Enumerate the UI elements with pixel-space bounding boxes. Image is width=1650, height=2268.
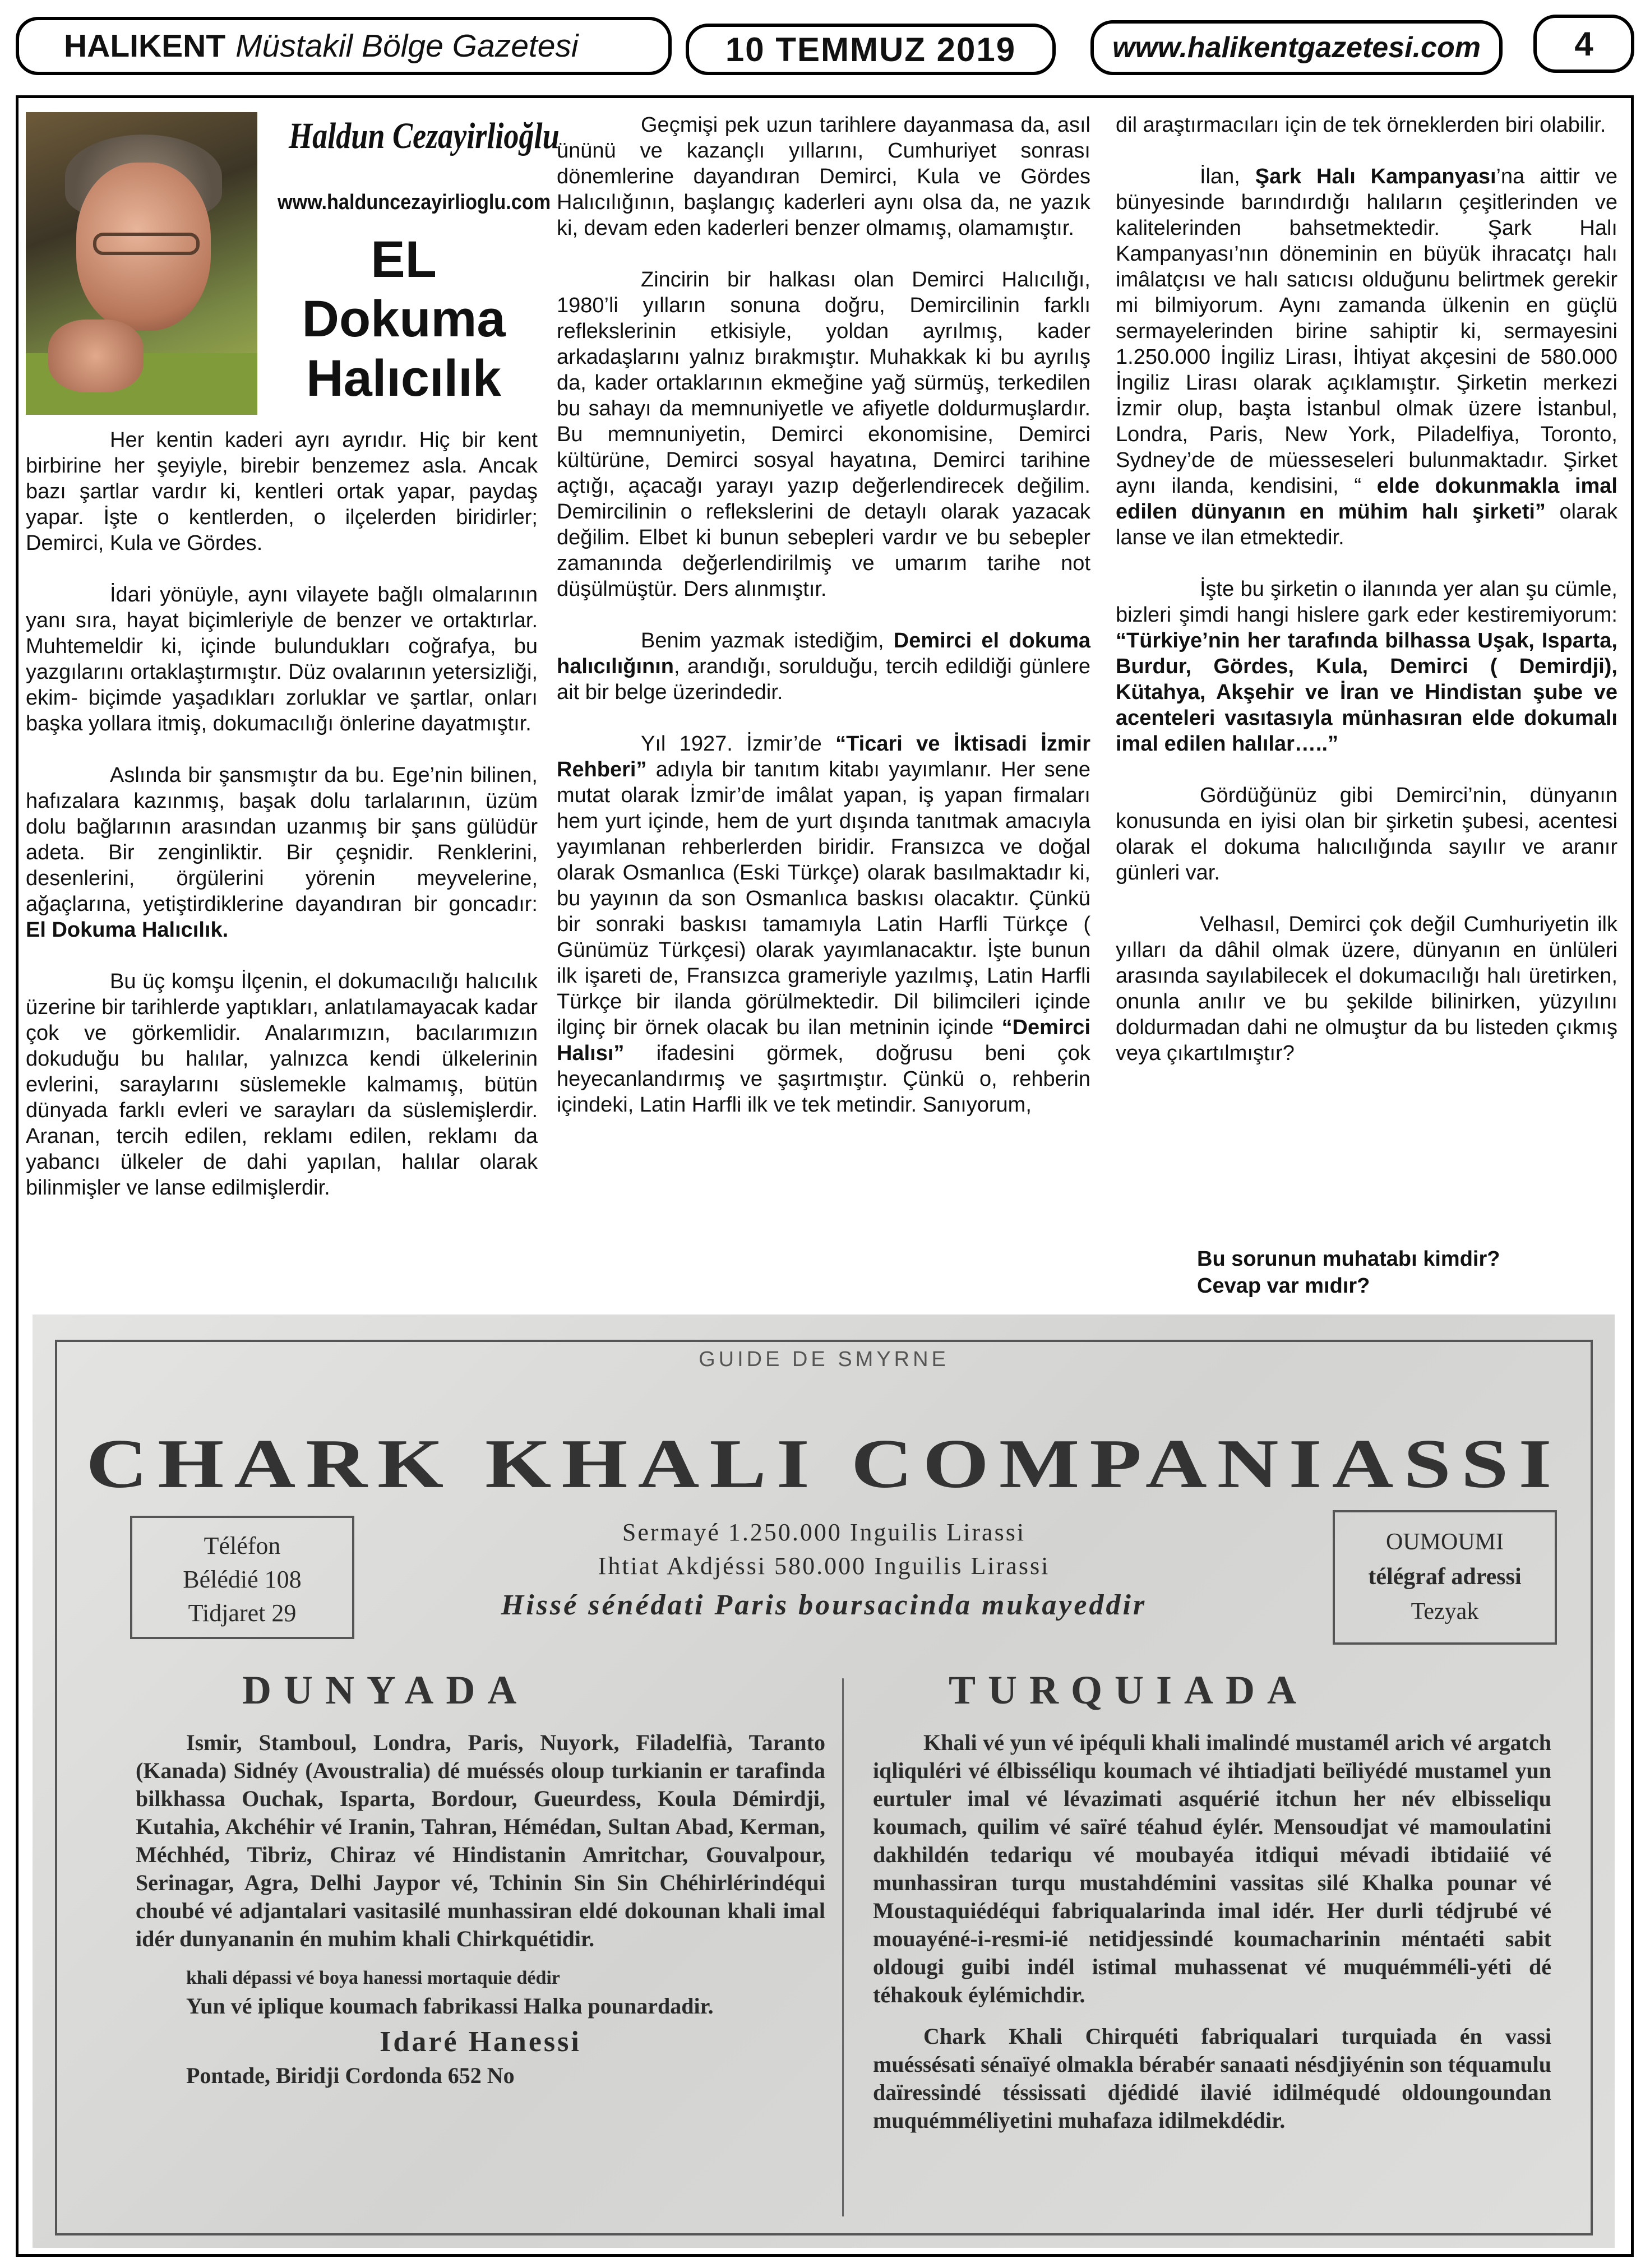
- closing-questions: [1197, 1246, 1500, 1299]
- paragraph: İşte bu şirketin o ilanında yer alan şu cümle, bizleri şimdi hangi hislere gark eder kestiremiyorum: “Türkiye’nin her tarafında bilhassa Uşak, Isparta, Burdur, Gördes, Kula, Demirci ( Demirdji), Kütahya, Akşehir ve İran ve Hindistan şube ve acenteleri vasıtasıyla münhasıran elde dokumalı imal edilen halılar…..”: [1116, 577, 1617, 756]
- paragraph: Her kentin kaderi ayrı ayrıdır. Hiç bir kent birbirine her şeyiyle, birebir benzemez asla. Ancak bazı şartlar vardır ki, kentleri ortak yapar, paydaş yapar. İşte o kentlerden, o ilçelerden biridirler; Demirci, Kula ve Gördes.: [26, 428, 538, 555]
- clipping-heading-left: DUNYADA: [242, 1668, 529, 1712]
- clipping-divider: [842, 1678, 844, 2216]
- clipping-telegraph-box: OUMOUMI télégraf adressi Tezyak: [1333, 1510, 1557, 1645]
- paragraph: Zincirin bir halkası olan Demirci Halıcılığı, 1980’li yılların sonuna doğru, Demircilinin farklı reflekslerinin etkisiyle, yoldan ayrılmış, kader arkadaşlarını yalnız bırakmıştır. Muhakkak ki bu ayrılış da, kader ortaklarının ekmeğine yağ sürmüş, terkedilen bu sahayı da memnuniyetle ve afiyetle doldurmuşlardır. Bu memnuniyetin, Demirci ekonomisine, Demirci kültürüne, Demirci sosyal hayatına, Demirci tarihine açtığı, açacağı yarayı yazıp değerlendirecek değilim. Demircilinin o reflekslerini de detaylı olarak yazacak değilim. Elbet ki bunun sebepleri vardır ve bu sebepler zamanında değerlendirilmiş ve umarım tarihe not düşülmüştür. Ders alınmıştır.: [557, 268, 1090, 601]
- paper-name: HALIKENT: [64, 28, 226, 64]
- clipping-capital: Sermayé 1.250.000 Inguilis Lirassi Ihtiat Akdjéssi 580.000 Inguilis Lirassi: [598, 1519, 1050, 1580]
- page-number: 4: [1533, 15, 1634, 73]
- closing-question: Bu sorunun muhatabı kimdir?: [1197, 1247, 1500, 1271]
- website-link[interactable]: www.halikentgazetesi.com: [1090, 20, 1503, 75]
- clipping-border: [55, 1340, 1593, 2235]
- clipping-telephone-box: Téléfon Bélédié 108 Tidjaret 29: [130, 1516, 354, 1639]
- paper-subtitle: Müstakil Bölge Gazetesi: [235, 28, 579, 64]
- title-line: Halıcılık: [306, 350, 501, 407]
- paragraph: İlan, Şark Halı Kampanyası’na aittir ve bünyesinde barındırdığı halıların çeşitlerinden ve kalitelerinden bahsetmektedir. Şark Halı Kampanyası’nın döneminin en büyük ihracatçı halı imâlatçısı ve halı satıcısı olduğunu belirtmek gerekir mi bilmiyorum. Aynı zamanda ülkenin en güçlü sermayelerinden birine sahiptir ki, sermayesini 1.250.000 İngiliz Lirası, İhtiyat akçesini de 580.000 İngiliz Lirası olarak açıklamıştır. Şirketin merkezi İzmir olup, başta İstanbul olmak üzere İstanbul, Londra, Paris, New York, Piladelfiya, Toronto, Sydney’de de müesseseleri bulunmaktadır. Şirket aynı ilanda, kendisini, “ elde dokunmakla imal edilen dünyanın en mühim halı şirketi” olarak lanse ve ilan etmektedir.: [1116, 165, 1618, 549]
- article-column-1: [26, 427, 538, 1226]
- issue-date: 10 TEMMUZ 2019: [686, 24, 1056, 75]
- paragraph: Aslında bir şansmıştır da bu. Ege’nin bilinen, hafızalara kazınmış, başak dolu tarlalarının, üzüm dolu bağlarının arasından uzanmış bir şans gülüdür adeta. Bir zenginliktir. Bir çeşnidir. Renklerini, desenlerini, örgülerini yörenin meyvelerine, ağaçlarına, yetiştirdiklerine dayandıran bir goncadır: El Dokuma Halıcılık.: [26, 763, 538, 942]
- paragraph: Yıl 1927. İzmir’de “Ticari ve İktisadi İzmir Rehberi” adıyla bir tanıtım kitabı yayımlanır. Her sene mutat olarak İzmir’de imâlat yapan, iş yapan firmaları hem yurt içinde, hem de yurt dışında tanıtmak amacıyla yayımlanan rehberlerden biridir. Fransızca ve doğal olarak Osmanlıca (Eski Türkçe) olarak basılmaktadır ki, bu yayının da son Osmanlıca baskısı olacaktır. Çünkü bir sonraki baskısı tamamıyla Latin Harfli Türkçe ( Günümüz Türkçesi) olarak yayımlanacaktır. İşte bunun ilk işareti de, Fransızca grameriyle yazılmış, Latin Harfli Türkçe bir ilanda görülmektedir. Dil bilimcileri içinde ilginç bir örnek olacak bu ilan metninin içinde “Demirci Halısı” ifadesini görmek, doğrusu beni çok heyecanlandırmış ve şaşırtmıştır. Çünkü o, rehberin içindeki, Latin Harfli ilk ve tek metindir. Sanıyorum,: [557, 732, 1090, 1117]
- clipping-text-left: Ismir, Stamboul, Londra, Paris, Nuyork, Filadelfià, Taranto (Kanada) Sidnéy (Avoustralia) dé muéssés oloup turkianin er tarafinda bilkhassa Ouchak, Isparta, Bordour, Gueurdess, Koula Démirdji, Kutahia, Akchéhir vé Iranin, Tahran, Hémédan, Sultan Abad, Kerman, Méchhéd, Tibriz, Chiraz vé Hindistanin Amritchar, Gouvalpour, Serinagar, Agra, Delhi Jaypor vé, Tchinin Sin Sin Chéhirlérindéqui choubé vé adjantalari vasitasilé munhassiran eldé dokounan khali imal idér dunyananin én muhim khali Chirkquétidir. khali dépassi vé boya hanessi mortaquie dédir Yun vé iplique koumach fabrikassi Halka pounardadir. Idaré Hanessi Pontade, Biridji Cordonda 652 No: [136, 1730, 825, 2088]
- clipping-guide-title: GUIDE DE SMYRNE: [699, 1348, 949, 1371]
- title-line: EL: [371, 231, 437, 288]
- clipping-text-right: Khali vé yun vé ipéquli khali imalindé mustamél arich vé argatch iqliquléri vé élbisséliqu koumach vé ihtiadjati beïliyédé mustamel yun eurtuler imal vé lévazimati asquérié itchun her név elbisseliqu koumach, quilim vé saïré téahud éylér. Mensoudjat vé mamoulatini dakhildén tedariqu vé moubayéa itdiqui mévadi ibtidaiié vé munhassiran turqu mustahdémini vassitas silé Khalka pounar vé Moustaquiédéqui fabriqualarinda imal idér. Her durli tédjrubé vé mouayéné-i-resmi-ié netidjessindé koumacharinin méntaéti sabit oldougi guibi indél istimal muhassenat vé muquémméli-yéti dé téhakouk éylémichdir. Chark Khali Chirquéti fabriqualari turquiada én vassi muéssésati sénaïyé olmakla bérabér sanaati nésdjiyénin son téquamulu daïressindé téssissati djédidé ilavié idilméqudé oldoungoundan muquémméliyetini muhafaza idilmekdédir.: [873, 1730, 1551, 2133]
- article-column-3: [1116, 112, 1617, 1092]
- author-website-link[interactable]: www.halduncezayirlioglu.com: [278, 191, 551, 214]
- paragraph: Benim yazmak istediğim, Demirci el dokuma halıcılığının, arandığı, sorulduğu, tercih edildiği günlere ait bir belge üzerindedir.: [557, 629, 1090, 704]
- author-photo: [26, 112, 257, 415]
- paragraph: dil araştırmacıları için de tek örneklerden biri olabilir.: [1116, 113, 1606, 137]
- article-column-2: [557, 112, 1090, 1144]
- clipping-company-name: CHARK KHALI COMPANIASSI: [86, 1425, 1562, 1502]
- clipping-heading-right: TURQUIADA: [949, 1668, 1309, 1712]
- masthead: [16, 17, 672, 75]
- closing-question: Cevap var mıdır?: [1197, 1274, 1370, 1298]
- bold-phrase: El Dokuma Halıcılık.: [26, 918, 229, 942]
- title-line: Dokuma: [302, 290, 506, 348]
- clipping-stock-note: Hissé sénédati Paris boursacinda mukayeddir: [501, 1589, 1147, 1621]
- paragraph: Geçmişi pek uzun tarihlere dayanmasa da, asıl ününü ve kazançlı yıllarını, Cumhuriyet sonrası dönemlerine dayandıran Demirci, Kula ve Gördes Halıcılığının, başlangıç kaderleri aynı olsa da, ne yazık ki, devam eden kaderleri benzer olmamış, olamamıştır.: [557, 113, 1090, 240]
- author-name: Haldun Cezayirlioğlu: [289, 115, 560, 156]
- paragraph: İdari yönüyle, aynı vilayete bağlı olmalarının yanı sıra, hayat biçimleriyle de benzer ve ortaktırlar. Muhtemeldir ki, içinde bulundukları coğrafya, bu yazgılarını ortaklaştırmıştır. Düz ovalarının yetersizliği, ekim- biçimde yaşadıkları zorluklar ve şartlar, onları başka yollara itmiş, dokumacılığı önlerine dayatmıştır.: [26, 583, 538, 735]
- paragraph: Gördüğünüz gibi Demirci’nin, dünyanın konusunda en iyisi olan bir şirketin şubesi, acentesi olarak el dokuma halıcılığında sayılır ve aranır günleri var.: [1116, 784, 1617, 885]
- advertisement-clipping: [33, 1314, 1615, 2248]
- paragraph: Velhasıl, Demirci çok değil Cumhuriyetin ilk yılları da dâhil olmak üzere, dünyanın en ünlüleri arasında sayılabilecek el dokumacılığı halı üretirken, onunla anılır ve bu şekilde bilinirken, yüzyılını doldurmadan dahi ne olmuştur da bu listeden çıkmış veya çıkartılmıştır?: [1116, 913, 1617, 1065]
- article-title: [264, 230, 544, 408]
- paragraph: Bu üç komşu İlçenin, el dokumacılığı halıcılık üzerine bir tarihlerde yaptıkları, anlatılamayacak kadar çok ve görkemlidir. Analarımızın, bacılarımızın dokuduğu bu halılar, yalnızca kendi ülkelerinin evlerini, saraylarını süslemekle kalmamış, bütün dünyada farklı evleri ve sarayları da süslemişlerdir. Aranan, tercih edilen, reklamı edilen, reklamı da yabancı ülkeler de dahi yapılan, halılar olarak bilinmişler ve lanse edilmişlerdir.: [26, 970, 538, 1200]
